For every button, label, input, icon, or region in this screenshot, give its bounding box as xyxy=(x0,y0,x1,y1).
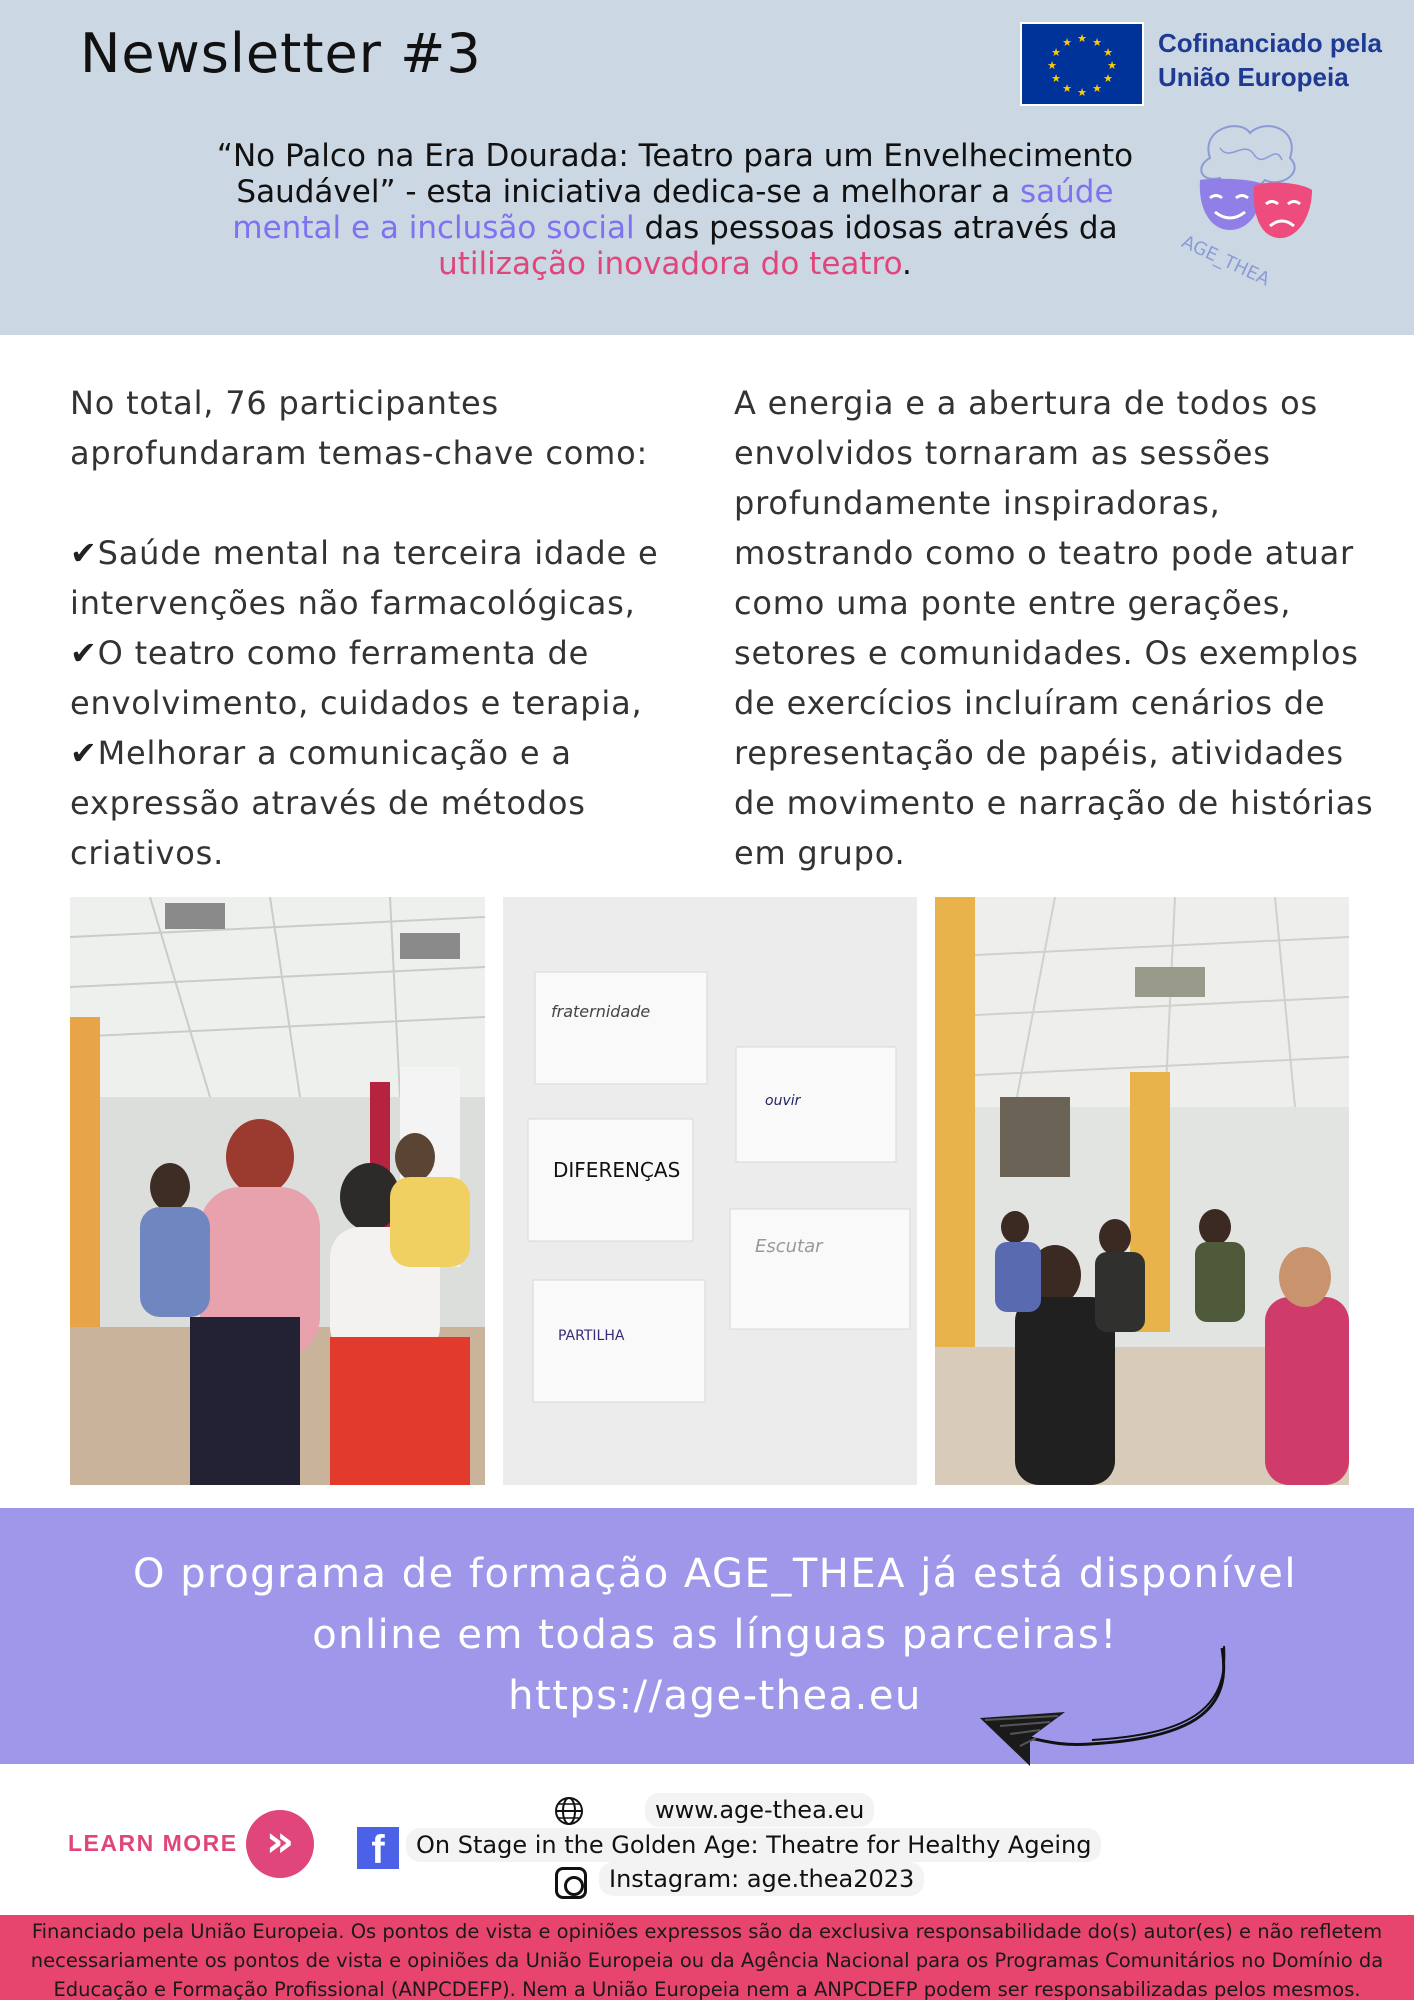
header xyxy=(0,0,1414,335)
card-ouvir: ouvir xyxy=(765,1093,801,1109)
funding-disclaimer: Financiado pela União Europeia. Os pontos de vista e opiniões expressos são da exclusiva responsabilidade do(s) autor(es) e não refletem necessariamente os pontos de vista e opiniões da União Europeia ou da Agência Nacional para os Programas Comunitários no Domínio da Educação e Formação Profissional (ANPCDEFP). Nem a União Europeia nem a ANPCDEFP podem ser responsabilizadas pelos mesmos. xyxy=(0,1915,1414,2000)
svg-text:★: ★ xyxy=(1107,59,1117,72)
topic-item-2 xyxy=(70,628,710,728)
banner-line-1: O programa de formação AGE_THEA já está disponível xyxy=(133,1551,1297,1597)
eu-line-1: Cofinanciado pela xyxy=(1158,28,1382,58)
learn-more-label[interactable]: LEARN MORE xyxy=(68,1830,238,1856)
topic-item-3 xyxy=(70,728,710,878)
checkmark-icon: ✔ xyxy=(70,634,98,672)
svg-text:★: ★ xyxy=(1062,82,1072,95)
card-diferencas: DIFERENÇAS xyxy=(553,1158,681,1182)
topic-text-3: Melhorar a comunicação e a expressão através de métodos criativos. xyxy=(70,734,586,872)
card-partilha: PARTILHA xyxy=(558,1328,625,1344)
right-column: A energia e a abertura de todos os envolvidos tornaram as sessões profundamente inspiradoras, mostrando como o teatro pode atuar como uma ponte entre gerações, setores e comunidades. Os exemplos de exercícios incluíram cenários de representação de papéis, atividades de movimento e narração de histórias em grupo. xyxy=(734,384,1374,872)
website-link[interactable]: www.age-thea.eu xyxy=(645,1793,874,1827)
facebook-icon[interactable]: f xyxy=(357,1827,399,1869)
topic-text-2: O teatro como ferramenta de envolvimento, cuidados e terapia, xyxy=(70,634,643,722)
eu-flag-icon xyxy=(1020,22,1144,106)
facebook-link[interactable]: On Stage in the Golden Age: Theatre for Healthy Ageing xyxy=(406,1828,1101,1862)
intro-highlight-pink: utilização inovadora do teatro xyxy=(438,246,903,282)
word-cards-photo xyxy=(503,897,917,1485)
learn-more-arrow-button[interactable]: » xyxy=(246,1810,314,1878)
checkmark-icon: ✔ xyxy=(70,734,98,772)
intro-text-1: “No Palco na Era Dourada: Teatro para um Envelhecimento Saudável” - esta iniciativa dedica-se a melhorar a xyxy=(216,138,1134,210)
card-fraternidade: fraternidade xyxy=(551,1002,651,1021)
svg-text:★: ★ xyxy=(1062,36,1072,49)
checkmark-icon: ✔ xyxy=(70,534,98,572)
banner-line-2: online em todas as línguas parceiras! xyxy=(312,1612,1118,1658)
left-intro: No total, 76 participantes aprofundaram temas-chave como: xyxy=(70,384,649,472)
svg-text:★: ★ xyxy=(1077,86,1087,99)
banner-url-link[interactable]: https://age-thea.eu xyxy=(508,1673,922,1719)
instagram-link[interactable]: Instagram: age.thea2023 xyxy=(599,1862,924,1896)
intro-text-3: . xyxy=(902,246,912,282)
left-column xyxy=(70,378,710,878)
workshop-photo-1 xyxy=(70,897,485,1485)
svg-text:★: ★ xyxy=(1051,72,1061,85)
intro-text-2: das pessoas idosas através da xyxy=(634,210,1118,246)
topic-text-1: Saúde mental na terceira idade e intervenções não farmacológicas, xyxy=(70,534,659,622)
logo-text: AGE_THEA xyxy=(1178,231,1273,288)
svg-text:★: ★ xyxy=(1092,82,1102,95)
card-escutar: Escutar xyxy=(755,1236,823,1257)
newsletter-title: Newsletter #3 xyxy=(80,22,482,85)
topic-item-1 xyxy=(70,528,710,628)
age-thea-logo xyxy=(1170,118,1330,288)
svg-text:★: ★ xyxy=(1103,72,1113,85)
svg-text:★: ★ xyxy=(1092,36,1102,49)
workshop-photo-3 xyxy=(935,897,1349,1485)
eu-line-2: União Europeia xyxy=(1158,62,1349,92)
globe-icon xyxy=(553,1795,585,1827)
intro-highlight-blue: saúde mental e a inclusão social xyxy=(232,174,1114,246)
svg-text:★: ★ xyxy=(1047,59,1057,72)
svg-text:★: ★ xyxy=(1103,46,1113,59)
instagram-icon[interactable] xyxy=(555,1867,587,1899)
intro-paragraph xyxy=(190,138,1160,282)
svg-text:★: ★ xyxy=(1077,32,1087,45)
svg-text:★: ★ xyxy=(1051,46,1061,59)
eu-cofunding-label xyxy=(1158,26,1382,94)
hand-drawn-arrow-icon xyxy=(970,1626,1240,1786)
training-banner xyxy=(0,1508,1414,1764)
